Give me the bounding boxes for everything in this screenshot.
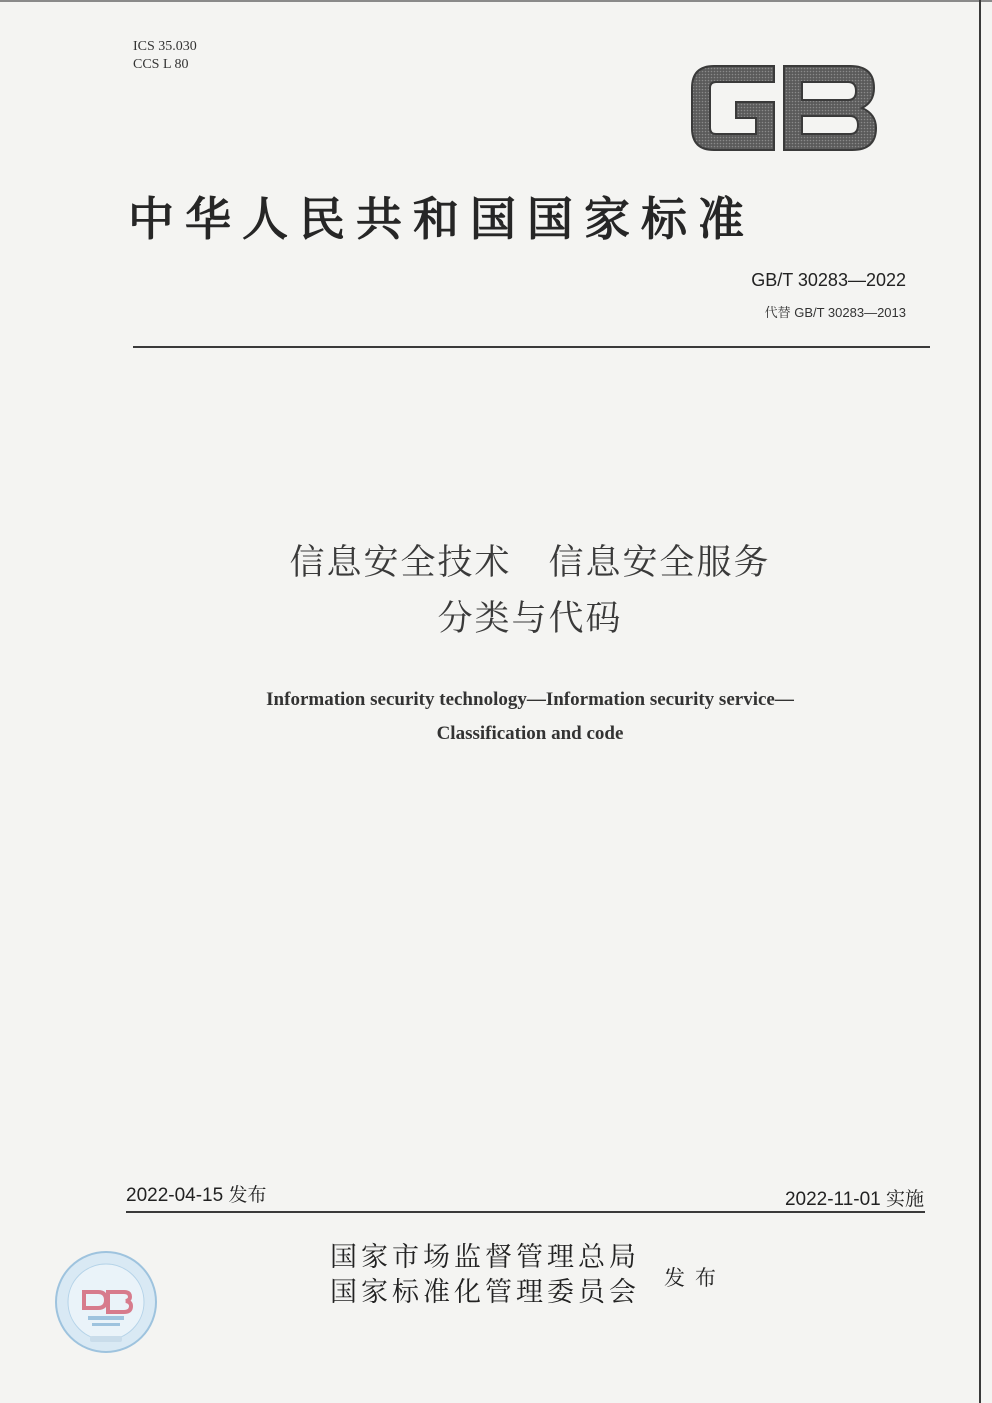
bottom-divider [126,1211,925,1213]
publisher-samr: 国家市场监督管理总局 [330,1242,640,1273]
replaces-standard: 代替 GB/T 30283—2013 [764,305,906,320]
page-top-edge [0,0,992,2]
english-title [0,683,992,751]
implementation-date: 2022-11-01 实施 [784,1189,924,1210]
distribution-seal-stamp [54,1250,158,1354]
classification-codes [133,38,197,74]
publishers [330,1240,640,1310]
gb-logo [686,58,882,156]
standard-number: GB/T 30283—2022 [751,270,906,290]
national-standard-title: 中华人民共和国国家标准 [128,192,755,246]
ics-code: ICS 35.030 [133,39,197,54]
chinese-title [0,535,992,647]
top-divider [133,346,930,348]
chinese-title-line-1: 信息安全技术 信息安全服务 [289,543,771,583]
publisher-sac: 国家标准化管理委员会 [330,1277,640,1308]
english-title-line-2: Classification and code [436,723,624,744]
issue-date: 2022-04-15 发布 [126,1185,267,1206]
chinese-title-line-2: 分类与代码 [437,599,623,639]
ccs-code: CCS L 80 [133,57,189,72]
english-title-line-1: Information security technology—Information security service— [266,689,794,710]
publish-label: 发布 [664,1266,726,1290]
